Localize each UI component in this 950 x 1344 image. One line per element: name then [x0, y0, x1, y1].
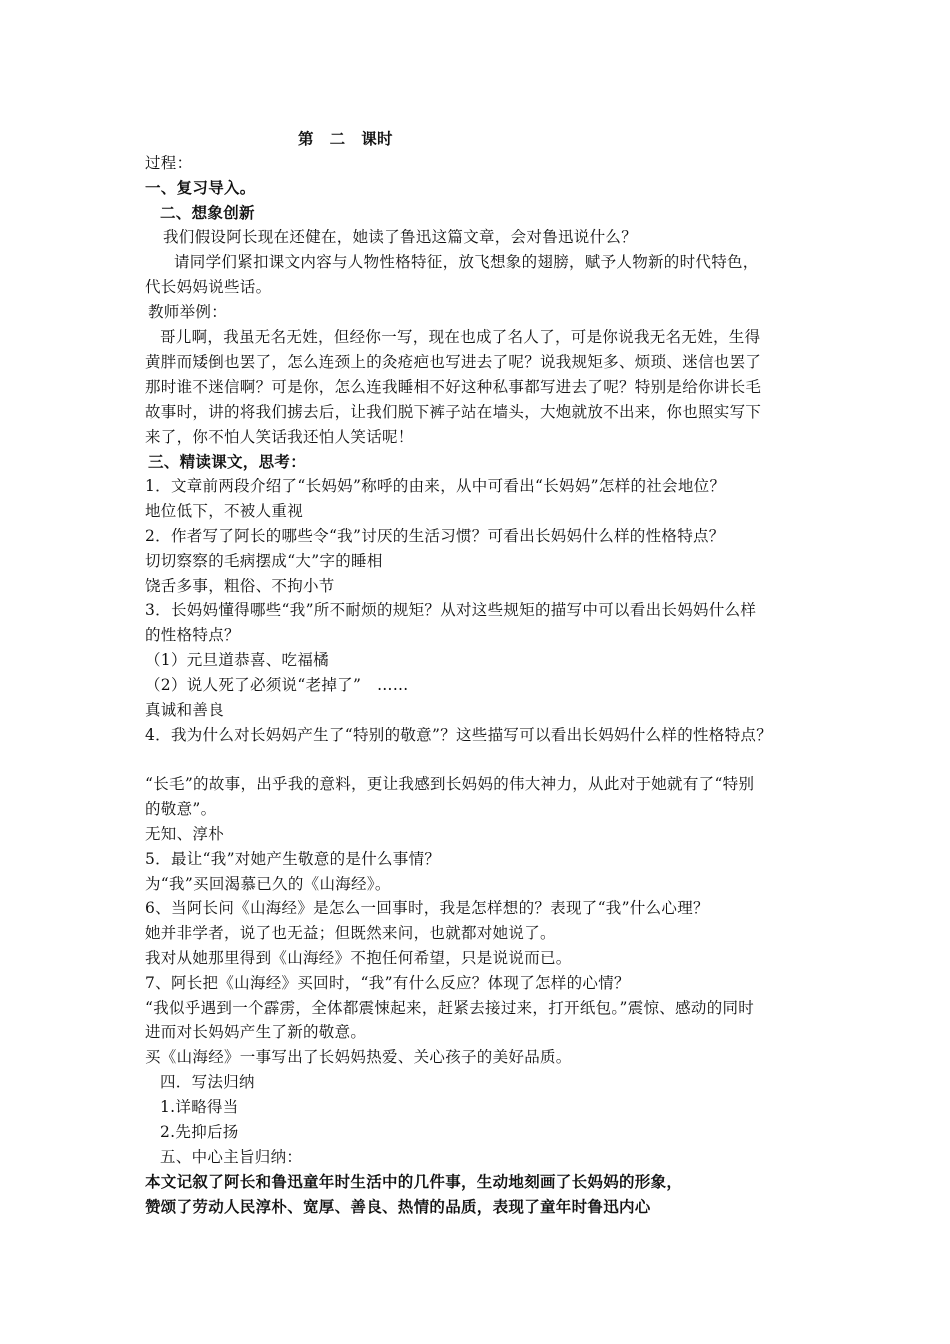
answer-line: 的敬意”。 — [145, 800, 217, 818]
section-heading-reading: 三、精读课文，思考： — [148, 453, 307, 471]
answer-line: （2）说人死了必须说“老掉了” …… — [145, 676, 409, 694]
section-heading-theme: 五、中心主旨归纳： — [160, 1148, 303, 1166]
answer-line: 无知、淳朴 — [145, 825, 225, 843]
section-heading-imagine: 二、想象创新 — [160, 204, 255, 222]
answer-line: （1）元旦道恭喜、吃福橘 — [145, 651, 329, 669]
section-heading-writing: 四．写法归纳 — [160, 1073, 255, 1091]
question-line: 7、阿长把《山海经》买回时，“我”有什么反应？体现了怎样的心情？ — [145, 974, 630, 992]
answer-line: 她并非学者，说了也无益；但既然来问，也就都对她说了。 — [145, 924, 556, 942]
paragraph-line: 故事时，讲的将我们掳去后，让我们脱下裤子站在墙头，大炮就放不出来，你也照实写下 — [145, 403, 762, 421]
answer-line: “我似乎遇到一个霹雳，全体都震悚起来，赶紧去接过来，打开纸包。”震惊、感动的同时 — [145, 999, 755, 1017]
paragraph-line: 请同学们紧扣课文内容与人物性格特征，放飞想象的翅膀，赋予人物新的时代特色， — [174, 253, 759, 271]
summary-line: 本文记叙了阿长和鲁迅童年时生活中的几件事，生动地刻画了长妈妈的形象， — [145, 1173, 683, 1191]
question-line: 6、当阿长问《山海经》是怎么一回事时，我是怎样想的？表现了“我”什么心理？ — [145, 899, 709, 917]
paragraph-line: 代长妈妈说些话。 — [145, 278, 272, 296]
answer-line: 为“我”买回渴慕已久的《山海经》。 — [145, 875, 391, 893]
question-line: 的性格特点？ — [145, 626, 240, 644]
paragraph-line: 那时谁不迷信啊？可是你，怎么连我睡相不好这种私事都写进去了呢？特别是给你讲长毛 — [145, 378, 762, 396]
answer-line: 真诚和善良 — [145, 701, 225, 719]
list-item: 2.先抑后扬 — [160, 1123, 239, 1141]
summary-line: 赞颂了劳动人民淳朴、宽厚、善良、热情的品质，表现了童年时鲁迅内心 — [145, 1198, 651, 1216]
answer-line: 进而对长妈妈产生了新的敬意。 — [145, 1023, 367, 1041]
question-line: 1．文章前两段介绍了“长妈妈”称呼的由来，从中可看出“长妈妈”怎样的社会地位？ — [145, 477, 726, 495]
paragraph-line: 我们假设阿长现在还健在，她读了鲁迅这篇文章，会对鲁迅说什么？ — [163, 228, 638, 246]
paragraph-line: 黄胖而矮倒也罢了，怎么连颈上的灸疮疤也写进去了呢？说我规矩多、烦琐、迷信也罢了 — [145, 353, 762, 371]
question-line: 5．最让“我”对她产生敬意的是什么事情？ — [145, 850, 441, 868]
answer-line: 饶舌多事，粗俗、不拘小节 — [145, 577, 335, 595]
text-line-process: 过程： — [145, 154, 193, 172]
paragraph-line: 哥儿啊，我虽无名无姓，但经你一写，现在也成了名人了，可是你说我无名无姓，生得 — [160, 328, 761, 346]
answer-line: “长毛”的故事，出乎我的意料，更让我感到长妈妈的伟大神力，从此对于她就有了“特别 — [145, 775, 755, 793]
list-item: 1.详略得当 — [160, 1098, 239, 1116]
paragraph-line: 来了，你不怕人笑话我还怕人笑话呢！ — [145, 428, 414, 446]
answer-line: 地位低下，不被人重视 — [145, 502, 304, 520]
text-line-example-label: 教师举例： — [148, 303, 228, 321]
question-line: 4．我为什么对长妈妈产生了“特别的敬意”？这些描写可以看出长妈妈什么样的性格特点？ — [145, 726, 773, 744]
question-line: 3．长妈妈懂得哪些“我”所不耐烦的规矩？从对这些规矩的描写中可以看出长妈妈什么样 — [145, 601, 757, 619]
page-title: 第 二 课时 — [298, 130, 393, 148]
section-heading-review: 一、复习导入。 — [145, 179, 256, 197]
answer-line: 切切察察的毛病摆成“大”字的睡相 — [145, 552, 383, 570]
answer-line: 买《山海经》一事写出了长妈妈热爱、关心孩子的美好品质。 — [145, 1048, 572, 1066]
answer-line: 我对从她那里得到《山海经》不抱任何希望，只是说说而已。 — [145, 949, 572, 967]
question-line: 2．作者写了阿长的哪些令“我”讨厌的生活习惯？可看出长妈妈什么样的性格特点？ — [145, 527, 725, 545]
